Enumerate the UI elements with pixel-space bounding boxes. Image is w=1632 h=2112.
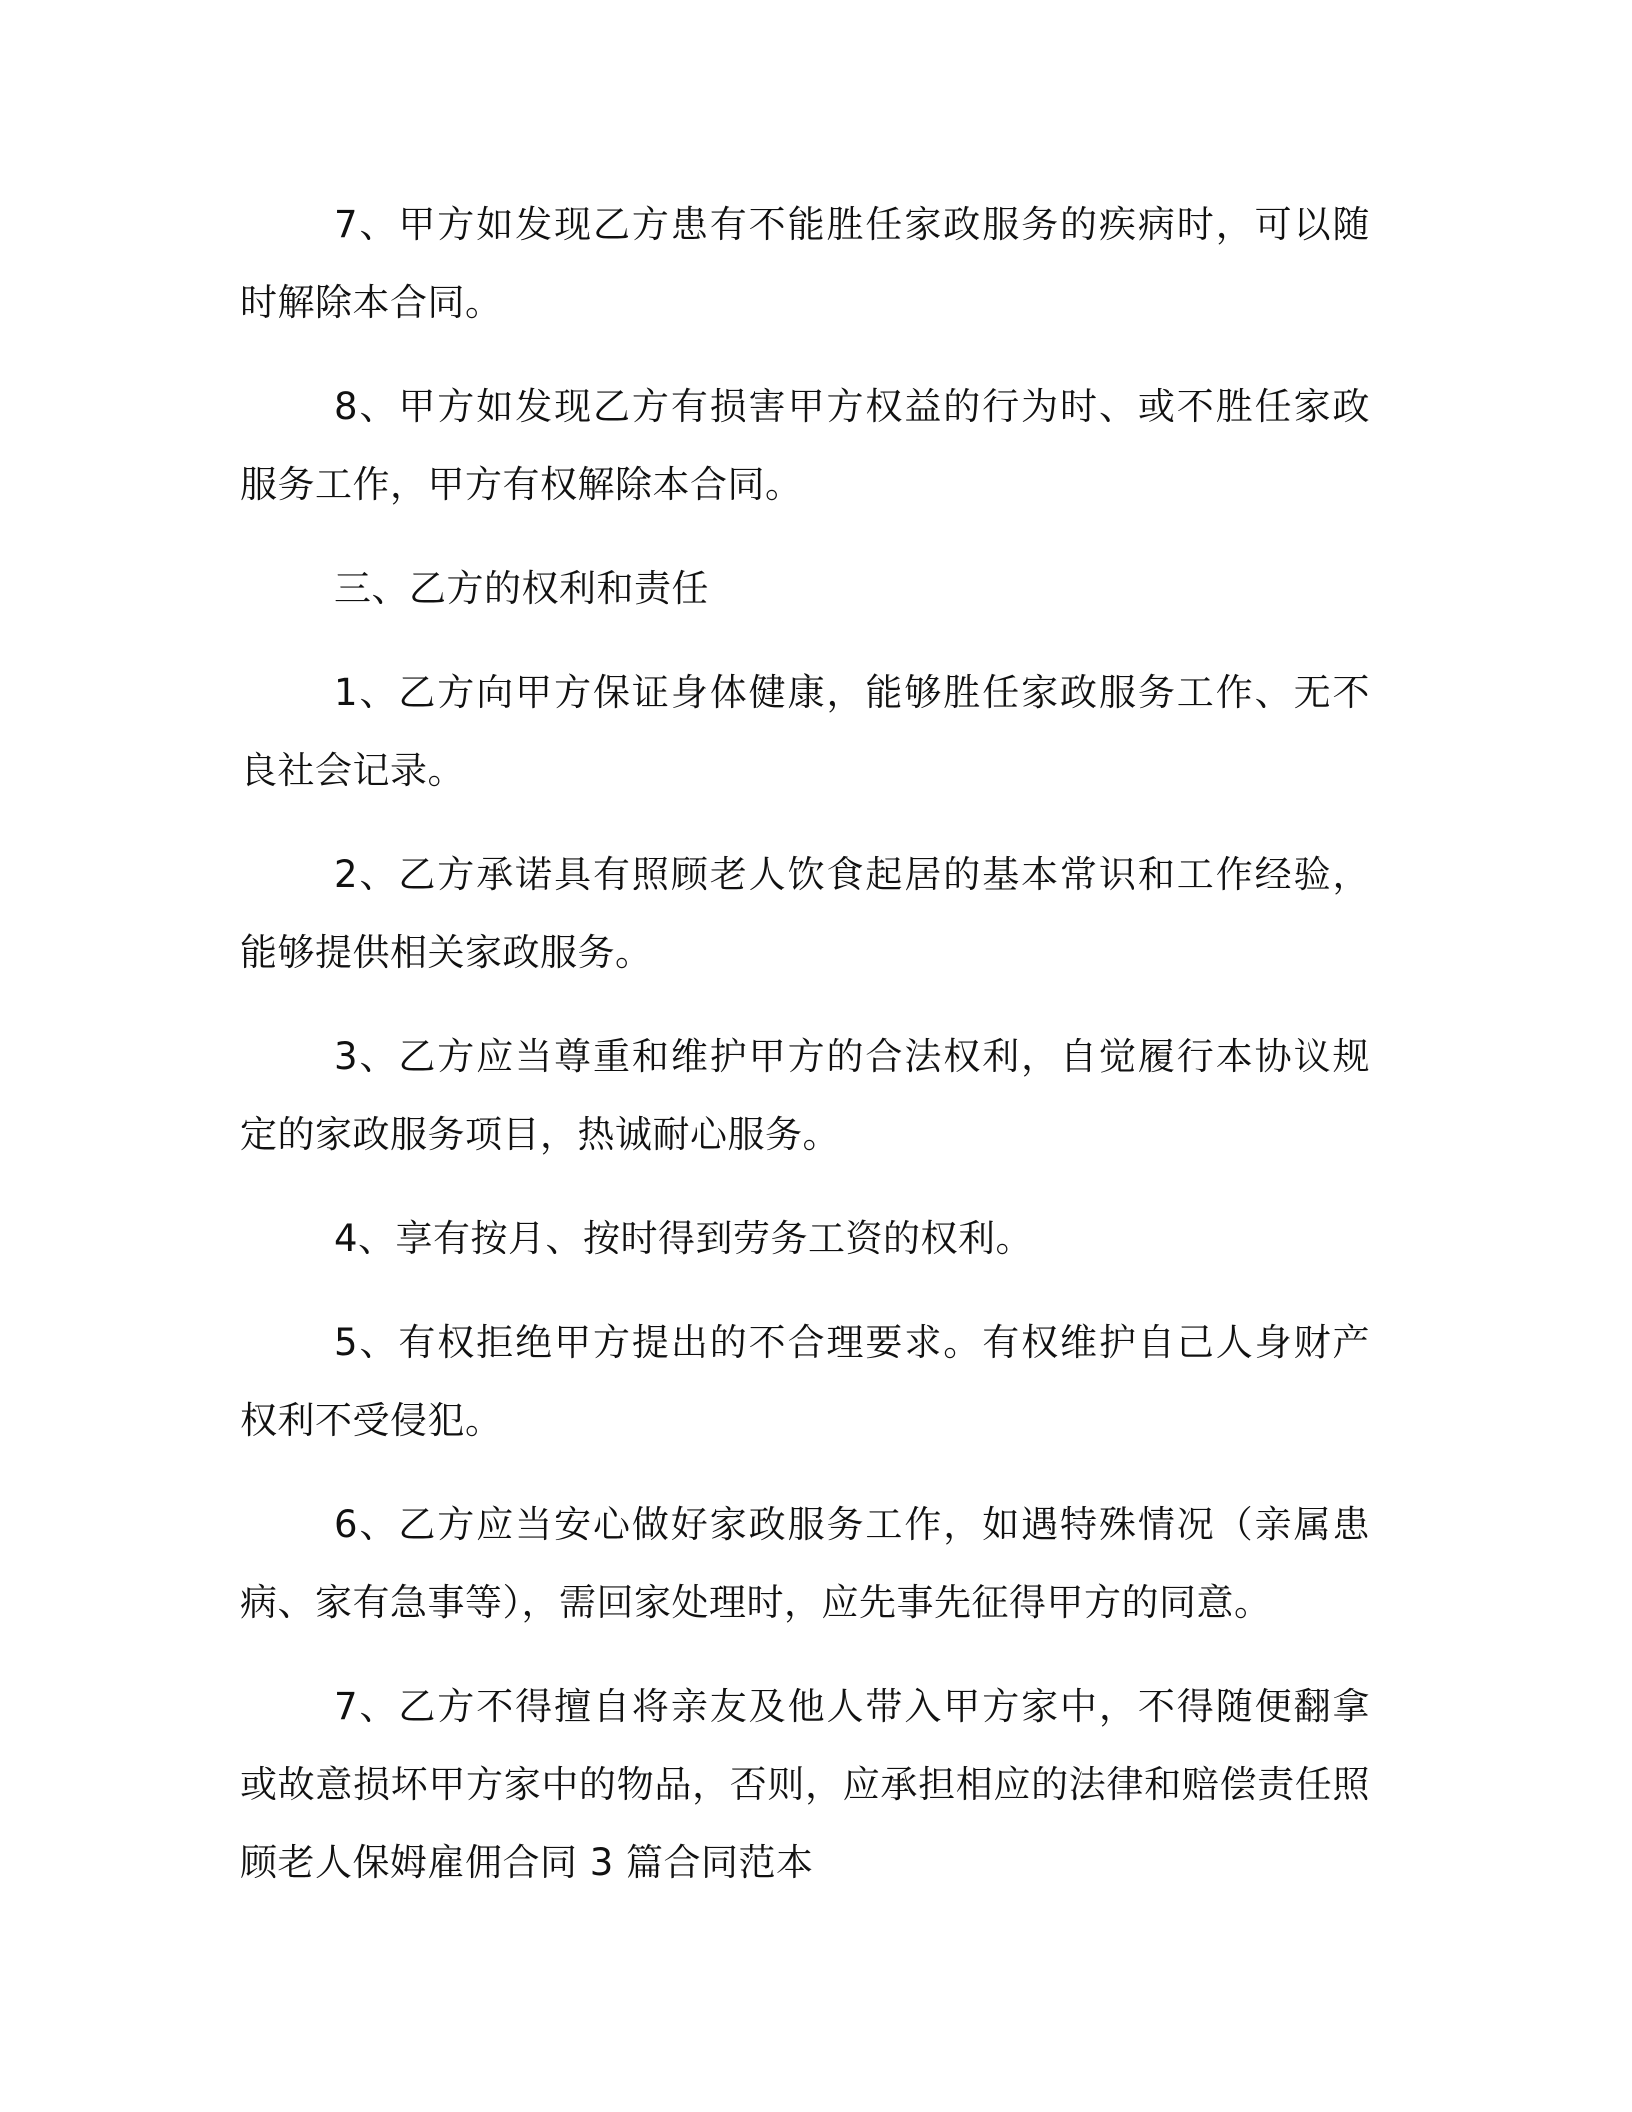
- clause-party-b-2: 2、乙方承诺具有照顾老人饮食起居的基本常识和工作经验，能够提供相关家政服务。: [240, 853, 1370, 974]
- clause-party-b-5: 5、有权拒绝甲方提出的不合理要求。有权维护自己人身财产权利不受侵犯。: [240, 1321, 1370, 1442]
- document-body: [240, 186, 1370, 1902]
- clause-party-b-4: 4、享有按月、按时得到劳务工资的权利。: [334, 1217, 1034, 1260]
- clause-party-a-8: 8、甲方如发现乙方有损害甲方权益的行为时、或不胜任家政服务工作，甲方有权解除本合同。: [240, 385, 1370, 506]
- clause-party-b-6: 6、乙方应当安心做好家政服务工作，如遇特殊情况（亲属患病、家有急事等），需回家处理时，应先事先征得甲方的同意。: [240, 1503, 1370, 1624]
- clause-party-a-7: 7、甲方如发现乙方患有不能胜任家政服务的疾病时，可以随时解除本合同。: [240, 203, 1370, 324]
- clause-party-b-3: 3、乙方应当尊重和维护甲方的合法权利，自觉履行本协议规定的家政服务项目，热诚耐心服务。: [240, 1035, 1370, 1156]
- clause-party-b-7: 7、乙方不得擅自将亲友及他人带入甲方家中，不得随便翻拿或故意损坏甲方家中的物品，否则，应承担相应的法律和赔偿责任照顾老人保姆雇佣合同 3 篇合同范本: [240, 1685, 1370, 1884]
- section-heading-party-b-rights: 三、乙方的权利和责任: [334, 567, 709, 610]
- clause-party-b-1: 1、乙方向甲方保证身体健康，能够胜任家政服务工作、无不良社会记录。: [240, 671, 1370, 792]
